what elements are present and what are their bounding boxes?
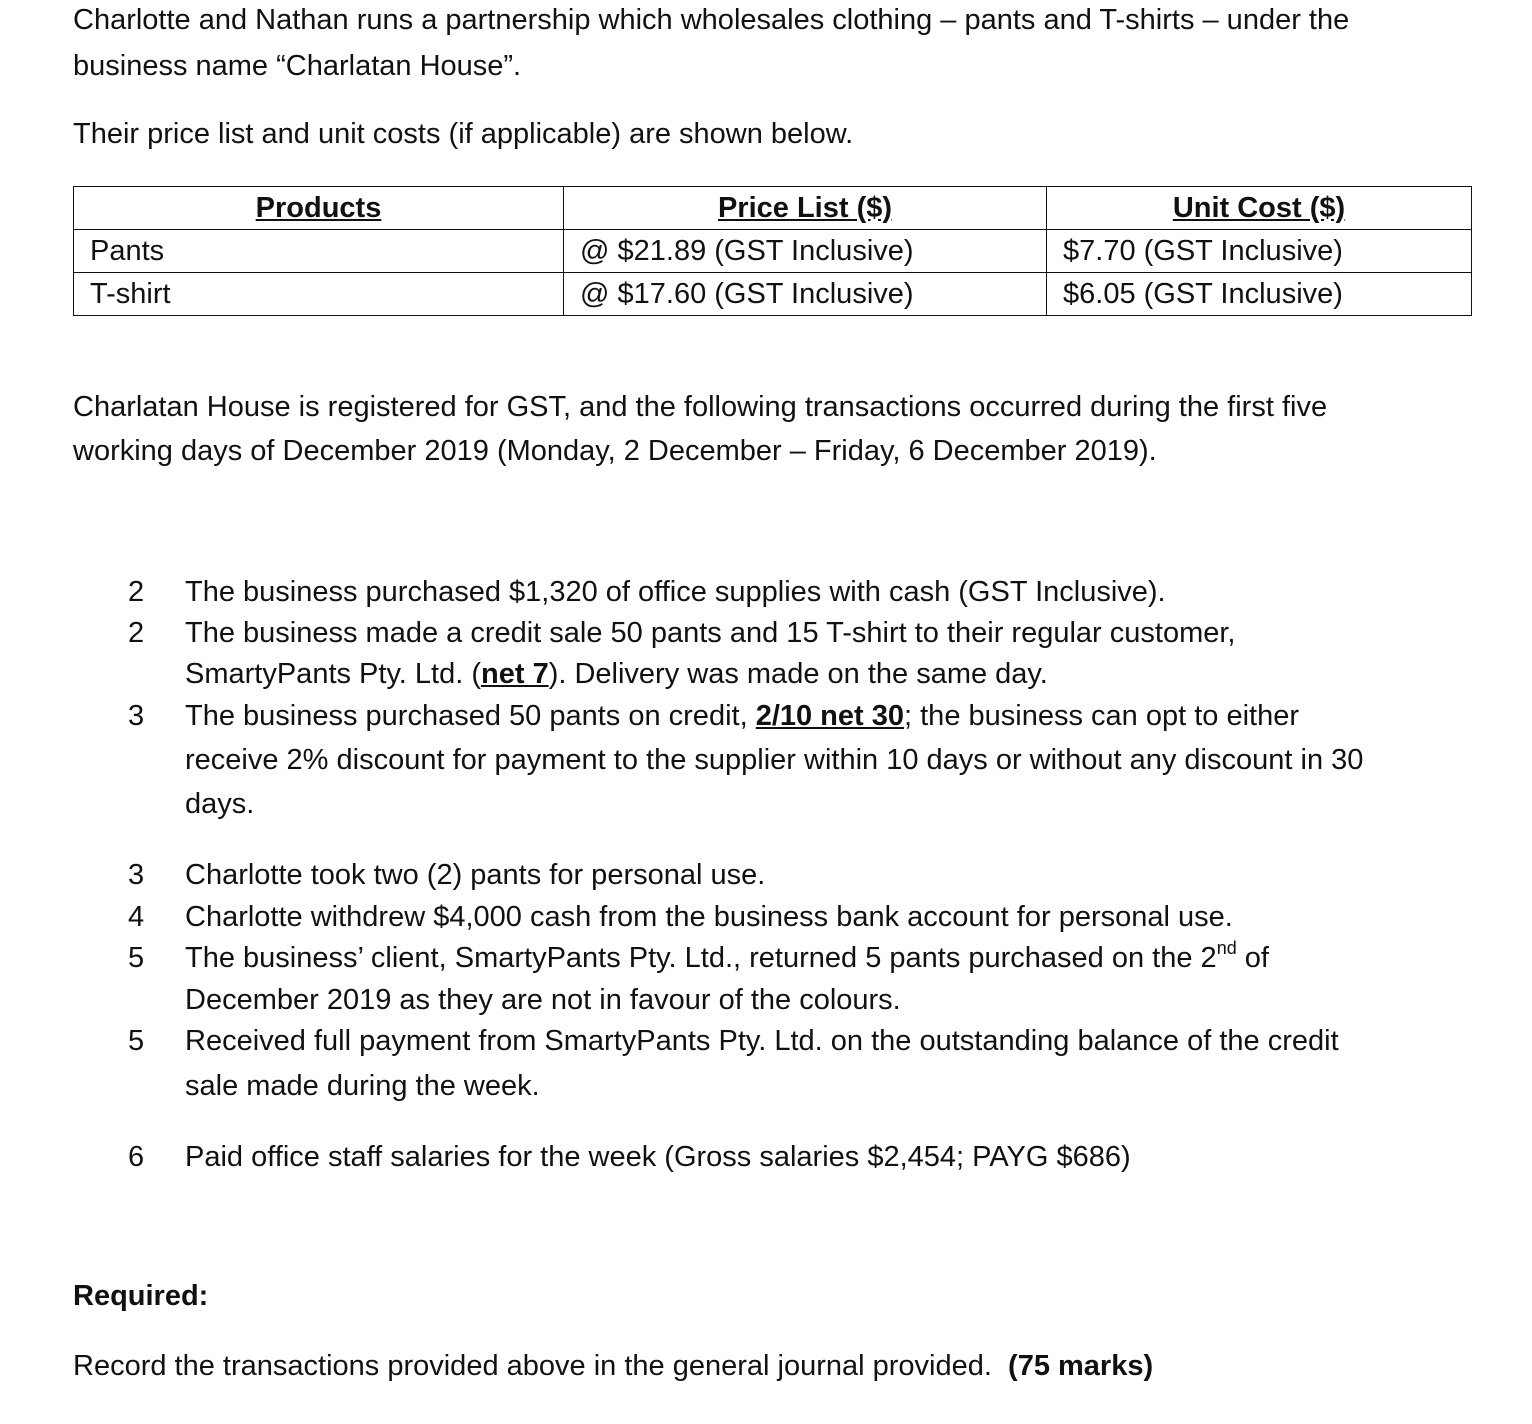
header-price-list: Price List ($) [564,187,1047,230]
cell-price: @ $17.60 (GST Inclusive) [564,273,1047,316]
transaction-day: 5 [128,942,145,974]
transaction-day: 2 [128,617,145,649]
text-run: The business’ client, SmartyPants Pty. Ltd., returned 5 pants purchased on the 2 [185,942,1217,974]
transaction-text: The business purchased $1,320 of office supplies with cash (GST Inclusive). [185,576,1166,608]
transaction-text [185,938,1269,975]
transaction-text: The business made a credit sale 50 pants and 15 T-shirt to their regular customer, [185,617,1236,649]
transaction-text: Paid office staff salaries for the week (Gross salaries $2,454; PAYG $686) [185,1141,1131,1173]
marks-label: (75 marks) [1008,1350,1154,1382]
transaction-text: December 2019 as they are not in favour of the colours. [185,984,901,1016]
transaction-day: 3 [128,700,145,732]
text-run: SmartyPants Pty. Ltd. ( [185,658,482,690]
cell-unit-cost: $7.70 (GST Inclusive) [1047,230,1472,273]
cell-product: Pants [74,230,564,273]
transaction-text: Charlotte took two (2) pants for personal use. [185,859,766,891]
gst-para-line-2: working days of December 2019 (Monday, 2 December – Friday, 6 December 2019). [73,435,1157,467]
header-products: Products [74,187,564,230]
transaction-text: sale made during the week. [185,1070,540,1102]
cell-price: @ $21.89 (GST Inclusive) [564,230,1047,273]
transaction-day: 6 [128,1141,145,1173]
required-instruction: Record the transactions provided above in the general journal provided. [73,1350,992,1382]
transaction-text [185,658,1048,691]
text-run: The business purchased 50 pants on credit, [185,700,756,732]
required-heading: Required: [73,1280,209,1312]
transaction-text: receive 2% discount for payment to the supplier within 10 days or without any discount in 30 [185,744,1364,776]
transaction-day: 3 [128,859,145,891]
table-row [74,273,1472,316]
intro-line-2: business name “Charlatan House”. [73,50,522,82]
intro-line-1: Charlotte and Nathan runs a partnership which wholesales clothing – pants and T-shirts – under the [73,4,1350,36]
transaction-day: 5 [128,1025,145,1057]
header-unit-cost: Unit Cost ($) [1047,187,1472,230]
price-intro: Their price list and unit costs (if applicable) are shown below. [73,118,854,150]
ordinal-suffix: nd [1216,938,1237,959]
transaction-day: 4 [128,901,145,933]
transaction-text: Received full payment from SmartyPants Pty. Ltd. on the outstanding balance of the credit [185,1025,1339,1057]
transaction-text [185,700,1299,733]
credit-terms: 2/10 net 30 [755,700,905,732]
cell-product: T-shirt [74,273,564,316]
text-run: ; the business can opt to either [904,700,1299,732]
transaction-day: 2 [128,576,145,608]
text-run: of [1236,942,1269,974]
gst-para-line-1: Charlatan House is registered for GST, and the following transactions occurred during the first five [73,391,1328,423]
table-row [74,230,1472,273]
transaction-text: days. [185,788,255,820]
credit-terms: net 7 [481,658,549,690]
cell-unit-cost: $6.05 (GST Inclusive) [1047,273,1472,316]
required-text [73,1350,1153,1383]
text-run: ). Delivery was made on the same day. [548,658,1048,690]
transaction-text: Charlotte withdrew $4,000 cash from the business bank account for personal use. [185,901,1233,933]
table-header-row [74,187,1472,230]
price-table [73,186,1472,316]
